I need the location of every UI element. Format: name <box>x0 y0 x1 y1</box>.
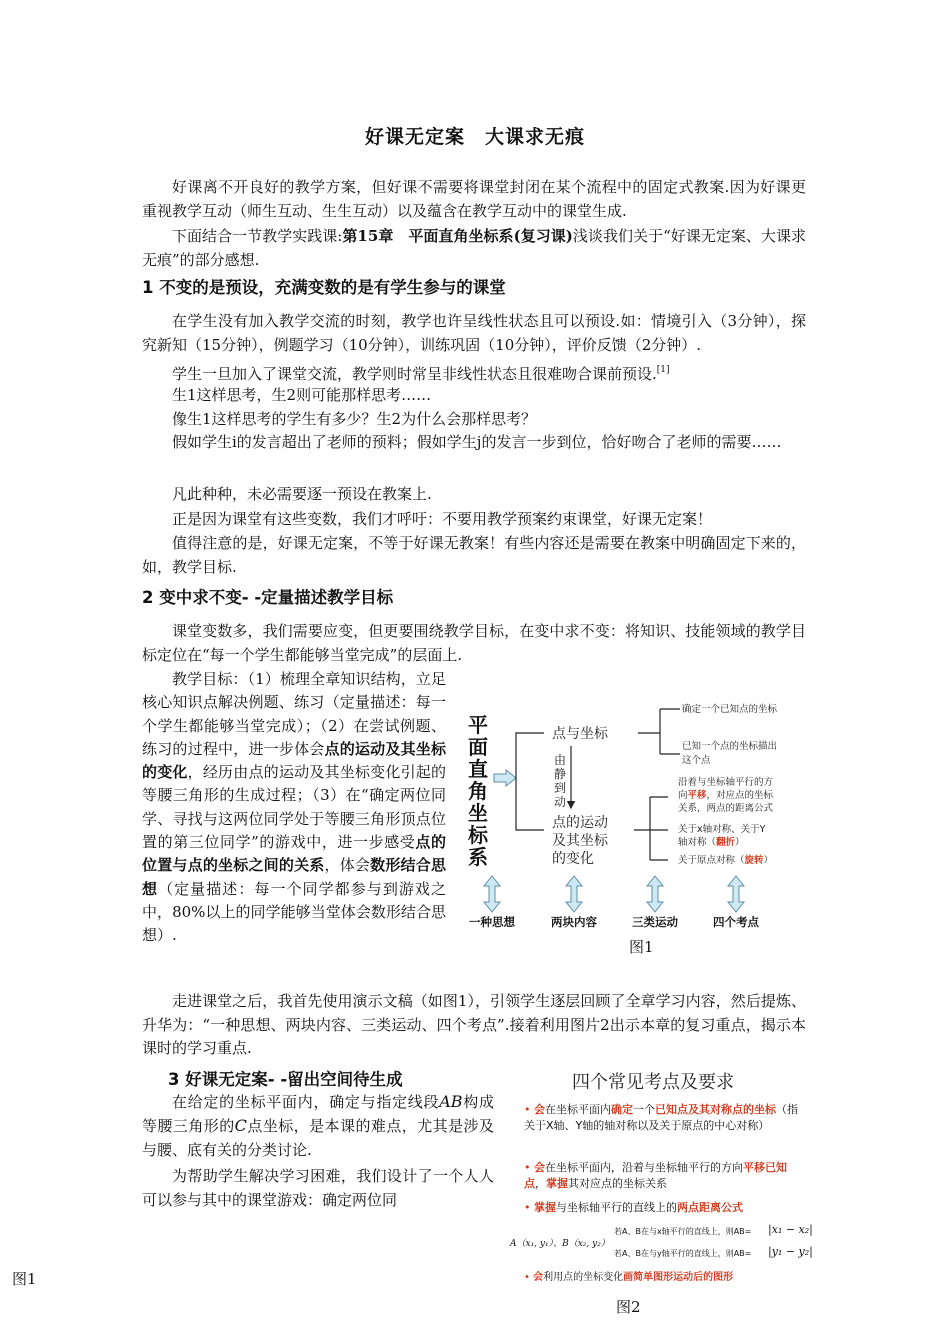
section1-paragraph-5: 假如学生i的发言超出了老师的预料；假如学生j的发言一步到位，恰好吻合了老师的需要…… <box>172 433 782 451</box>
formula-y-value: |y₁ − y₂| <box>768 1245 813 1258</box>
section3-paragraph-2: 为帮助学生解决学习困难，我们设计了一个人人可以参与其中的课堂游戏：确定两位同 <box>142 1167 494 1209</box>
formula-points: A（x₁, y₁）、B（x₂, y₂） <box>510 1239 610 1249</box>
leaf-plot-point-line-1: 这个点 <box>682 755 711 766</box>
bottom-label-1: 两块内容 <box>551 915 597 929</box>
root-label-char-2: 直 <box>468 757 488 781</box>
section1-paragraph-4: 像生1这样思考的学生有多少？生2为什么会那样思考？ <box>172 410 537 428</box>
double-arrow-icon <box>484 876 500 912</box>
leaf-translation-line-0: 沿着与坐标轴平行的方 <box>678 777 774 788</box>
exam-point-4: • 会利用点的坐标变化画简单图形运动后的图形 <box>524 1272 734 1283</box>
section1-paragraph-3: 生1这样思考，生2则可能那样思考…… <box>172 386 432 404</box>
leaf-translation-line-1: 向平移，对应点的坐标 <box>678 790 774 801</box>
bottom-label-0: 一种思想 <box>469 915 515 929</box>
figure-2-title: 四个常见考点及要求 <box>572 1072 734 1093</box>
static-dynamic-char-1: 静 <box>554 767 567 781</box>
double-arrow-icon <box>647 876 663 912</box>
section3-paragraph-1: 在给定的坐标平面内，确定与指定线段AB构成等腰三角形的C点坐标，是本课的难点，尤其是涉及与腰、底有关的分类讨论. <box>142 1092 494 1159</box>
root-arrow-icon <box>494 770 516 786</box>
section2-heading: 2 变中求不变- -定量描述教学目标 <box>142 588 394 607</box>
section3-heading: 3 好课无定案- -留出空间待生成 <box>168 1070 403 1089</box>
section1-heading: 1 不变的是预设，充满变数的是有学生参与的课堂 <box>142 278 506 297</box>
node-motion-line-0: 点的运动 <box>552 815 608 831</box>
leaf-rotation: 关于原点对称（旋转） <box>678 855 774 866</box>
leaf-determine-coordinate: 确定一个已知点的坐标 <box>682 704 778 715</box>
leaf-translation-line-2: 关系，两点的距离公式 <box>678 803 774 814</box>
exam-point-2: • 会在坐标平面内，沿着与坐标轴平行的方向平移已知点，掌握其对应点的坐标关系 <box>524 1161 787 1190</box>
bottom-label-2: 三类运动 <box>632 915 678 929</box>
root-label-char-4: 坐 <box>468 801 488 825</box>
var-ab: AB <box>439 1092 463 1111</box>
figure-2-slide <box>510 1064 820 1294</box>
stray-figure-caption: 图1 <box>12 1270 37 1288</box>
static-dynamic-char-2: 到 <box>554 781 567 795</box>
static-dynamic-char-3: 动 <box>554 795 567 809</box>
formula-x-value: |x₁ − x₂| <box>768 1223 813 1236</box>
static-dynamic-char-0: 由 <box>554 753 567 767</box>
formula-y-condition: 若A、B在与y轴平行的直线上，则AB= <box>614 1249 752 1258</box>
root-label-char-5: 标 <box>468 823 488 847</box>
page-title: 好课无定案 大课求无痕 <box>364 126 585 148</box>
leaf-reflection-line-1: 轴对称（翻折） <box>678 837 745 848</box>
root-label-char-1: 面 <box>468 735 488 759</box>
formula-x-condition: 若A、B在与x轴平行的直线上，则AB= <box>614 1227 752 1236</box>
node-motion-line-2: 的变化 <box>552 851 594 867</box>
root-label-char-3: 角 <box>468 779 488 803</box>
root-label-char-6: 系 <box>468 845 488 869</box>
leaf-reflection-line-0: 关于x轴对称、关于Y <box>678 824 766 835</box>
figure-2-caption: 图2 <box>616 1298 641 1316</box>
section1-paragraph-6: 凡此种种，未必需要逐一预设在教案上. <box>172 485 432 503</box>
bottom-label-3: 四个考点 <box>713 915 759 929</box>
node-point-coordinate: 点与坐标 <box>552 726 608 742</box>
teaching-goals: 教学目标：（1）梳理全章知识结构，立足核心知识点解决例题、练习（定量描述：每一个学生都能够当堂完成）；（2）在尝试例题、练习的过程中，进一步体会点的运动及其坐标的变化，经历由点的运动及其坐标变化引起的等腰三角形的生成过程；（3）在“确定两位同学、寻找与这两位同学处于等腰三角形顶点位置的第三位同学”的游戏中，进一步感受点的位置与点的坐标之间的关系，体会数形结合思想（定量描述：每一个同学都参与到游戏之中，80%以上的同学能够当堂体会数形结合思想）. <box>142 670 446 945</box>
section1-paragraph-7: 正是因为课堂有这些变数，我们才呼吁：不要用教学预案约束课堂，好课无定案！ <box>172 510 713 528</box>
var-c: C <box>234 1116 247 1135</box>
double-arrow-icon <box>566 876 582 912</box>
section2-paragraph-3: 走进课堂之后，我首先使用演示文稿（如图1），引领学生逐层回顾了全章学习内容，然后提炼、升华为：“一种思想、两块内容、三类运动、四个考点”.接着利用图片2出示本章的复习重点，揭示本课时的学习重点. <box>142 992 806 1057</box>
node-motion-line-1: 及其坐标 <box>552 833 608 849</box>
leaf-plot-point-line-0: 已知一个点的坐标描出 <box>682 741 778 752</box>
exam-point-3: • 掌握与坐标轴平行的直线上的两点距离公式 <box>524 1201 743 1214</box>
root-label-char-0: 平 <box>468 713 488 737</box>
section2-paragraph-1: 课堂变数多，我们需要应变，但更要围绕教学目标，在变中求不变：将知识、技能领域的教学目标定位在“每一个学生都能够当堂完成”的层面上. <box>142 622 806 664</box>
section1-paragraph-1: 在学生没有加入教学交流的时刻，教学也许呈线性状态且可以预设.如：情境引入（3分钟），探究新知（15分钟），例题学习（10分钟），训练巩固（10分钟），评价反馈（2分钟）. <box>142 312 806 354</box>
intro-paragraph-2: 下面结合一节教学实践课:第15章 平面直角坐标系(复习课)浅谈我们关于“好课无定案、大课求无痕”的部分感想. <box>142 227 806 269</box>
figure-1-diagram <box>462 690 812 960</box>
figure-1-caption: 图1 <box>629 938 654 956</box>
exam-point-1: • 会在坐标平面内确定一个已知点及其对称点的坐标（指关于X轴、Y轴的轴对称以及关于原点的中心对称） <box>524 1103 798 1132</box>
section1-paragraph-2: 学生一旦加入了课堂交流，教学则时常呈非线性状态且很难吻合课前预设.[1] <box>172 365 670 383</box>
section1-paragraph-8: 值得注意的是，好课无定案，不等于好课无教案！有些内容还是需要在教案中明确固定下来的，如，教学目标. <box>142 534 806 576</box>
intro-paragraph-1: 好课离不开良好的教学方案，但好课不需要将课堂封闭在某个流程中的固定式教案.因为好课更重视教学互动（师生互动、生生互动）以及蕴含在教学互动中的课堂生成. <box>142 178 806 220</box>
double-arrow-icon <box>728 876 744 912</box>
citation-ref: [1] <box>656 365 670 375</box>
